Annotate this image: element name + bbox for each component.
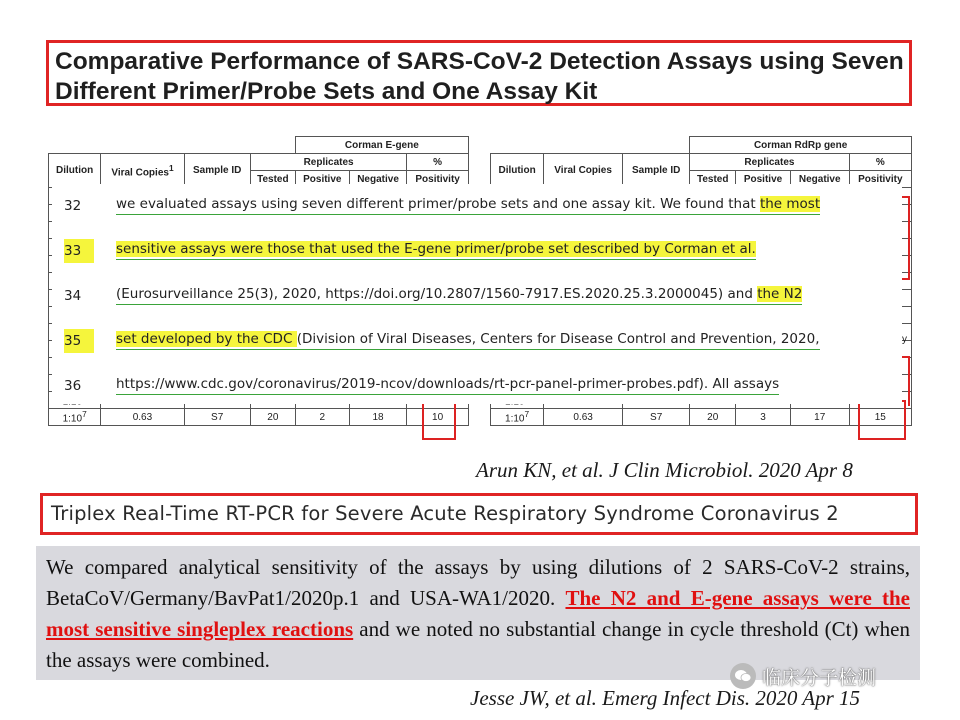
right-header-positivity: Positivity [849, 171, 911, 188]
watermark-text: 临床分子检测 [762, 666, 877, 689]
left-row2-dilution: $1:10^7$ [49, 409, 101, 426]
right-row2-negative: 17 [790, 409, 849, 426]
left-row2-pct: 10 [407, 409, 468, 426]
paper2-title-box [40, 493, 918, 535]
right-header-positive: Positive [736, 171, 791, 188]
right-header-replicates: Replicates [690, 154, 849, 171]
right-row2-pct: 15 [849, 409, 911, 426]
paper-title-box [46, 40, 912, 106]
line-number: 34 [64, 288, 82, 304]
right-row2-sample: S7 [623, 409, 690, 426]
left-row2-positive: 2 [295, 409, 349, 426]
left-row2-negative: 18 [349, 409, 407, 426]
left-row2-sample: S7 [184, 409, 250, 426]
left-row2-tested: 20 [250, 409, 295, 426]
left-header-viral-copies: Viral Copies$^1$ [101, 154, 184, 188]
table-row [491, 409, 912, 426]
abstract-text: We compared analytical sensitivity of the assays by using dilutions of 2 SARS-CoV-2 strains, BetaCoV/Germany/BavPat1/2020p.1 and USA-WA1/2020. The N2 and E-gene assays were the most sensitive singleplex reactions and we noted no substantial change in cycle threshold (Ct) when the assays were combined. [46, 555, 910, 672]
right-percent-highlight [858, 400, 906, 440]
left-table-gene: Corman E-gene [295, 137, 468, 154]
left-header-positivity: Positivity [407, 171, 468, 188]
left-header-positive: Positive [295, 171, 349, 188]
line-text: set developed by the CDC (Division of Viral Diseases, Centers for Disease Control and Prevention, 2020, [116, 329, 820, 350]
left-header-negative: Negative [349, 171, 407, 188]
paper2-title: Triplex Real-Time RT-PCR for Severe Acute Respiratory Syndrome Coronavirus 2 [51, 502, 839, 525]
left-header-dilution: Dilution [49, 154, 101, 188]
right-row2-dilution: $1:10^7$ [491, 409, 544, 426]
left-header-sample-id: Sample ID [184, 154, 250, 188]
right-table-partial-y: y [902, 334, 907, 345]
line-text: (Eurosurveillance 25(3), 2020, https://doi.org/10.2807/1560-7917.ES.2020.25.3.2000045) and the N2 [116, 284, 802, 305]
citation-jesse: Jesse JW, et al. Emerg Infect Dis. 2020 Apr 15 [470, 686, 860, 710]
abstract-highlight: The N2 and E-gene assays were the most sensitive singleplex reactions [46, 586, 910, 641]
line-text: sensitive assays were those that used the E-gene primer/probe set described by Corman et al. [116, 239, 756, 260]
right-header-negative: Negative [790, 171, 849, 188]
right-header-dilution: Dilution [491, 154, 544, 188]
abstract-excerpt [36, 546, 920, 680]
manuscript-excerpt [52, 184, 902, 404]
right-row2-tested: 20 [690, 409, 736, 426]
right-row2-copies: 0.63 [544, 409, 623, 426]
line-text: we evaluated assays using seven different primer/probe sets and one assay kit. We found that the most [116, 194, 820, 215]
right-header-viral-copies: Viral Copies [544, 154, 623, 188]
left-header-tested: Tested [250, 171, 295, 188]
left-row2-copies: 0.63 [101, 409, 184, 426]
line-number: 33 [64, 239, 94, 263]
line-number: 32 [64, 198, 82, 214]
right-header-tested: Tested [690, 171, 736, 188]
line-text: https://www.cdc.gov/coronavirus/2019-ncov/downloads/rt-pcr-panel-primer-probes.pdf). All assays [116, 374, 779, 395]
line-number: 35 [64, 329, 94, 353]
left-header-replicates: Replicates [250, 154, 407, 171]
paper-title: Comparative Performance of SARS-CoV-2 Detection Assays using Seven Different Primer/Probe Sets and One Assay Kit [55, 48, 904, 105]
table-row [49, 409, 475, 426]
left-percent-highlight [422, 400, 456, 440]
citation-arun: Arun KN, et al. J Clin Microbiol. 2020 Apr 8 [476, 458, 853, 482]
right-row2-positive: 3 [736, 409, 791, 426]
right-header-sample-id: Sample ID [623, 154, 690, 188]
right-header-percent: % [849, 154, 911, 171]
right-table-gene: Corman RdRp gene [690, 137, 912, 154]
line-number: 36 [64, 378, 82, 394]
left-header-percent: % [407, 154, 468, 171]
